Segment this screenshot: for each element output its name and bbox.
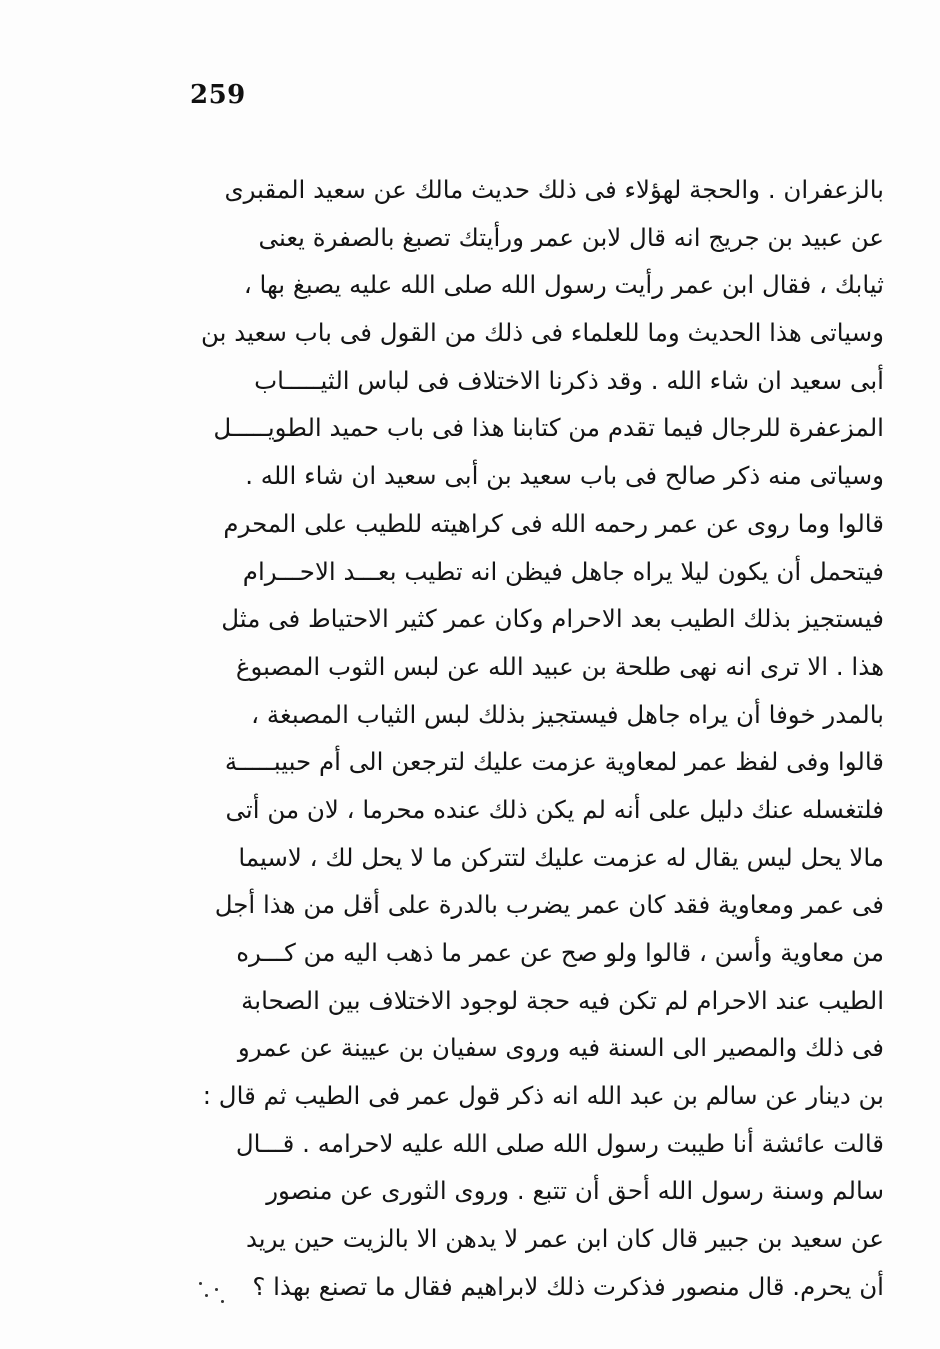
text-line: سالم وسنة رسول الله أحق أن تتبع . وروى الثورى عن منصور	[266, 1176, 884, 1206]
speck	[199, 1282, 202, 1285]
speck	[205, 1294, 208, 1297]
text-line: عن عبيد بن جريج انه قال لابن عمر ورأيتك تصبغ بالصفرة يعنى	[258, 222, 884, 252]
text-line: مالا يحل ليس يقال له عزمت عليك لتتركن ما لا يحل لك ، لاسيما	[238, 842, 884, 872]
text-line: قالوا وفى لفظ عمر لمعاوية عزمت عليك لترجعن الى أم حبيبـــــة	[224, 747, 884, 777]
text-line: فلتغسله عنك دليل على أنه لم يكن ذلك عنده محرما ، لان من أتى	[225, 794, 884, 824]
text-line: فيستجيز بذلك الطيب بعد الاحرام وكان عمر كثير الاحتياط فى مثل	[221, 604, 884, 634]
text-line: ثيابك ، فقال ابن عمر رأيت رسول الله صلى الله عليه يصبغ بها ،	[243, 270, 884, 300]
text-line: بالزعفران . والحجة لهؤلاء فى ذلك حديث مالك عن سعيد المقبرى	[224, 175, 884, 204]
speck	[215, 1288, 218, 1291]
scan-specks	[195, 1268, 235, 1308]
text-line: عن سعيد بن جبير قال كان ابن عمر لا يدهن الا بالزيت حين يريد	[245, 1224, 884, 1254]
text-line: وسياتى منه ذكر صالح فى باب سعيد بن أبى سعيد ان شاء الله .	[245, 461, 884, 491]
text-line: بن دينار عن سالم بن عبد الله انه ذكر قول عمر فى الطيب ثم قال :	[202, 1081, 884, 1111]
text-line: أبى سعيد ان شاء الله . وقد ذكرنا الاختلاف فى لباس الثيـــــاب	[254, 365, 884, 395]
text-line: من معاوية وأسن ، قالوا ولو صح عن عمر ما ذهب اليه من كـــره	[236, 938, 884, 967]
text-line: فى ذلك والمصير الى السنة فيه وروى سفيان بن عيينة عن عمرو	[237, 1033, 884, 1063]
page-number: 259	[190, 80, 246, 110]
text-line: أن يحرم. قال منصور فذكرت ذلك لابراهيم فقال ما تصنع بهذا ؟	[252, 1271, 884, 1301]
text-line: وسياتى هذا الحديث وما للعلماء فى ذلك من القول فى باب سعيد بن	[201, 318, 884, 348]
text-line: الطيب عند الاحرام لم تكن فيه حجة لوجود الاختلاف بين الصحابة	[241, 985, 884, 1015]
text-line: المزعفرة للرجال فيما تقدم من كتابنا هذا فى باب حميد الطويـــــل	[213, 413, 884, 443]
body-text	[158, 166, 884, 1311]
text-line: فيتحمل أن يكون ليلا يراه جاهل فيظن انه تطيب بعـــد الاحـــرام	[242, 556, 884, 586]
text-line: قالت عائشة أنا طيبت رسول الله صلى الله عليه لاحرامه . قـــال	[235, 1128, 884, 1158]
text-line: قالوا وما روى عن عمر رحمه الله فى كراهيته للطيب على المحرم	[223, 508, 884, 538]
speck	[221, 1300, 224, 1303]
text-line: هذا . الا ترى انه نهى طلحة بن عبيد الله عن لبس الثوب المصبوغ	[235, 651, 884, 681]
text-line: فى عمر ومعاوية فقد كان عمر يضرب بالدرة على أقل من هذا أجل	[214, 890, 884, 920]
text-line: بالمدر خوفا أن يراه جاهل فيستجيز بذلك لبس الثياب المصبغة ،	[251, 699, 884, 729]
